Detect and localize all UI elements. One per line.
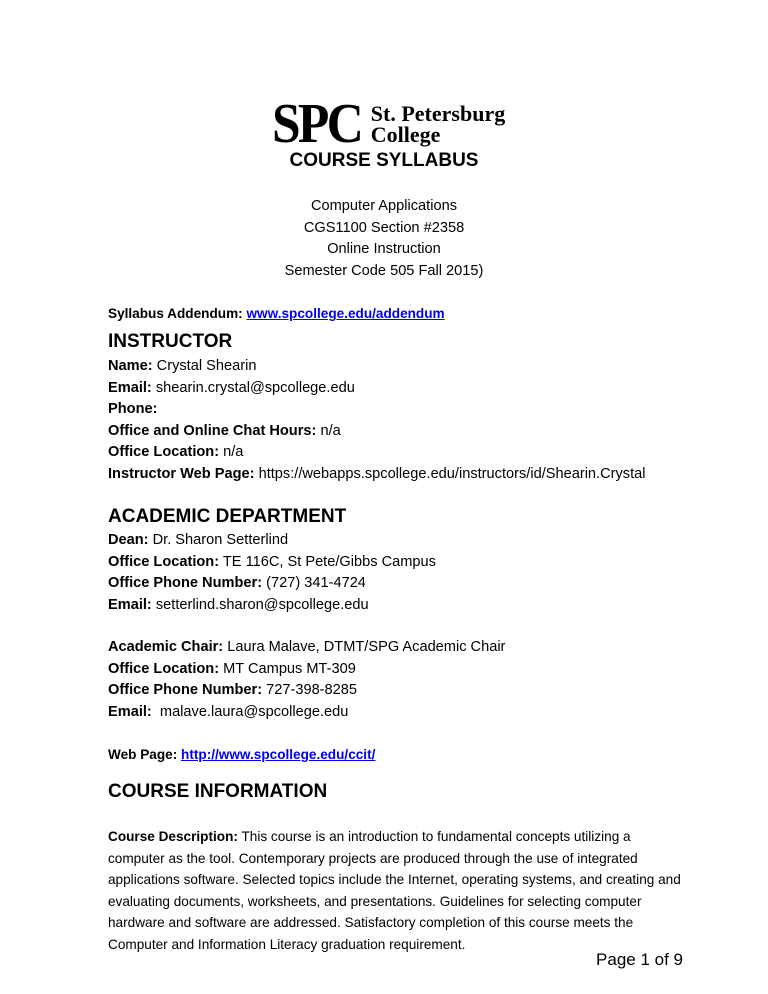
instructor-email: Email: shearin.crystal@spcollege.edu bbox=[108, 379, 355, 396]
course-name: Computer Applications bbox=[310, 198, 457, 214]
course-info-heading: COURSE INFORMATION bbox=[108, 781, 328, 802]
ccit-link[interactable]: http://www.spcollege.edu/ccit/ bbox=[181, 747, 376, 762]
instructor-hours: Office and Online Chat Hours: n/a bbox=[108, 422, 341, 439]
addendum-line: Syllabus Addendum: www.spcollege.edu/addendum bbox=[108, 306, 445, 321]
instructor-office: Office Location: n/a bbox=[108, 444, 244, 460]
web-page-line: Web Page: http://www.spcollege.edu/ccit/ bbox=[108, 747, 376, 762]
instructor-phone: Phone: bbox=[108, 401, 158, 417]
department-heading: ACADEMIC DEPARTMENT bbox=[108, 506, 347, 527]
addendum-link[interactable]: www.spcollege.edu/addendum bbox=[246, 306, 445, 321]
course-description: Course Description: This course is an introduction to fundamental concepts utilizing a computer as the tool. Contemporary projects are produced through the use of integrated applications software. Selected topics include the Internet, operating systems, and creating and evaluating documents, worksheets, and presentations. Guidelines for selecting computer hardware and software are addressed. Satisfactory completion of this course meets the Computer and Information Literacy graduation requirement. bbox=[108, 829, 681, 952]
instructor-heading: INSTRUCTOR bbox=[108, 331, 233, 352]
course-mode: Online Instruction bbox=[327, 241, 441, 257]
chair-info: Academic Chair: Laura Malave, DTMT/SPG Academic Chair Office Location: MT Campus MT-309 Office Phone Number: 727-398-8285 Email: malave.laura@spcollege.edu bbox=[108, 639, 506, 720]
instructor-name: Name: Crystal Shearin bbox=[108, 358, 257, 374]
course-section: CGS1100 Section #2358 bbox=[303, 220, 465, 236]
page-number: Page 1 of 9 bbox=[596, 950, 683, 969]
spc-logo: SPC St. Petersburg College bbox=[272, 93, 506, 155]
dean-info: Dean: Dr. Sharon Setterlind Office Location: TE 116C, St Pete/Gibbs Campus Office Phone Number: (727) 341-4724 Email: setterlind.sharon@spcollege.edu bbox=[108, 532, 436, 613]
instructor-webpage: Instructor Web Page: https://webapps.spcollege.edu/instructors/id/Shearin.Crystal bbox=[108, 465, 646, 482]
instructor-info bbox=[108, 356, 646, 485]
doc-title: COURSE SYLLABUS bbox=[289, 150, 479, 171]
course-semester: Semester Code 505 Fall 2015) bbox=[284, 263, 484, 279]
